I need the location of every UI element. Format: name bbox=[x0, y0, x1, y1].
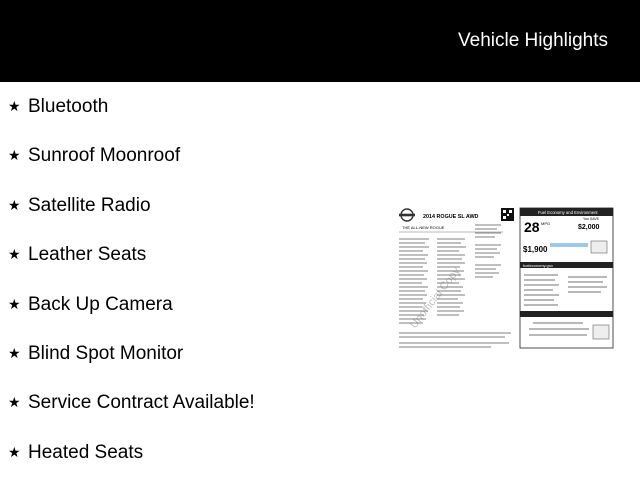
feature-label: Heated Seats bbox=[28, 441, 144, 463]
feature-label: Satellite Radio bbox=[28, 194, 151, 216]
star-icon: ★ bbox=[8, 295, 21, 312]
fuel-cost-amount: $1,900 bbox=[523, 245, 548, 254]
feature-item bbox=[8, 145, 255, 194]
star-icon: ★ bbox=[8, 443, 21, 460]
feature-item bbox=[8, 294, 255, 343]
website-text: fueleconomy.gov bbox=[523, 263, 553, 268]
feature-item bbox=[8, 442, 255, 491]
feature-item bbox=[8, 244, 255, 293]
panel-title: Fuel Economy and Environment bbox=[538, 210, 598, 215]
sticker-subtitle: THE ALL-NEW ROGUE bbox=[402, 225, 445, 230]
page-title: Vehicle Highlights bbox=[458, 30, 608, 51]
sticker-model: 2014 ROGUE SL AWD bbox=[423, 214, 479, 220]
watermark-text: Unofficial Copy bbox=[407, 265, 463, 331]
star-icon: ★ bbox=[8, 344, 21, 361]
feature-label: Back Up Camera bbox=[28, 293, 173, 315]
features-list bbox=[8, 96, 255, 491]
star-icon: ★ bbox=[8, 196, 21, 213]
feature-label: Sunroof Moonroof bbox=[28, 145, 181, 167]
star-icon: ★ bbox=[8, 147, 21, 164]
save-label: You SAVE bbox=[583, 217, 599, 221]
feature-label: Bluetooth bbox=[28, 96, 109, 117]
savings-amount: $2,000 bbox=[578, 224, 600, 231]
feature-item bbox=[8, 392, 255, 441]
mpg-value: 28 bbox=[524, 219, 540, 235]
window-sticker-image[interactable] bbox=[393, 205, 615, 353]
header-bar bbox=[0, 0, 640, 82]
feature-item bbox=[8, 343, 255, 392]
star-icon: ★ bbox=[8, 246, 21, 263]
star-icon: ★ bbox=[8, 394, 21, 411]
feature-label: Blind Spot Monitor bbox=[28, 342, 184, 364]
star-icon: ★ bbox=[8, 98, 21, 114]
feature-label: Service Contract Available! bbox=[28, 392, 255, 414]
feature-item bbox=[8, 195, 255, 244]
mpg-unit: MPG bbox=[541, 221, 551, 226]
feature-label: Leather Seats bbox=[28, 244, 147, 266]
feature-item bbox=[8, 96, 255, 145]
qr-code-icon bbox=[501, 208, 514, 221]
